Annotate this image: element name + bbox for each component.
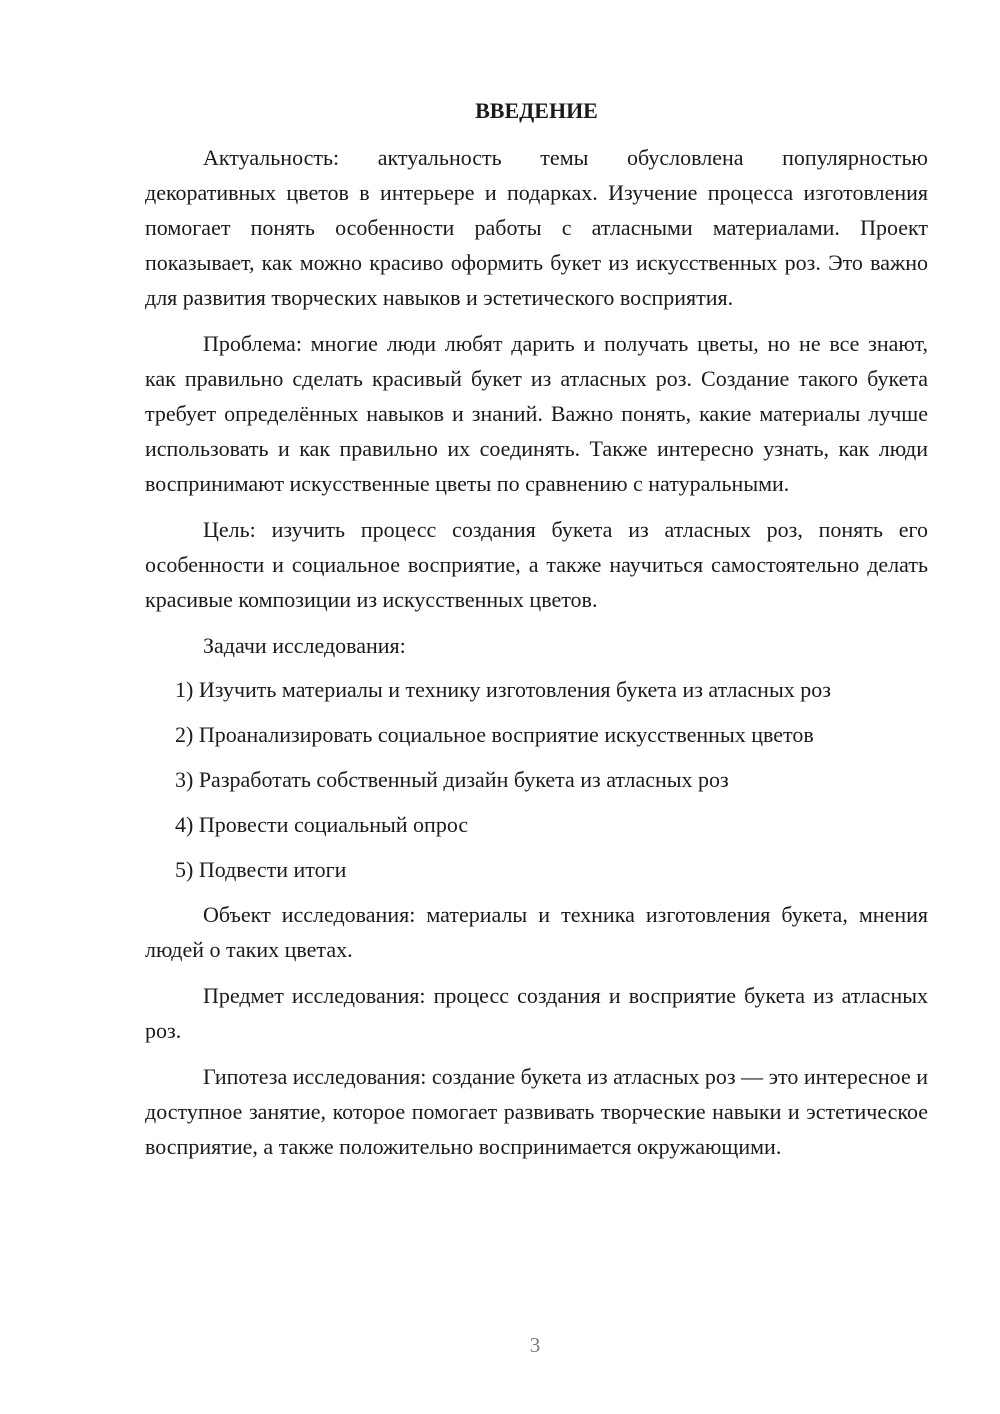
task-item: 1) Изучить материалы и технику изготовления букета из атласных роз	[175, 677, 831, 702]
task-item: 3) Разработать собственный дизайн букета из атласных роз	[175, 767, 729, 792]
task-item: 5) Подвести итоги	[175, 857, 347, 882]
paragraph-goal: Цель: изучить процесс создания букета из атласных роз, понять его особенности и социальное восприятие, а также научиться самостоятельно делать красивые композиции из искусственных цветов.	[145, 517, 928, 612]
task-item: 2) Проанализировать социальное восприятие искусственных цветов	[175, 722, 814, 747]
page-content	[145, 96, 928, 1175]
paragraph-hypothesis: Гипотеза исследования: создание букета из атласных роз — это интересное и доступное занятие, которое помогает развивать творческие навыки и эстетическое восприятие, а также положительно воспринимается окружающими.	[145, 1064, 928, 1159]
task-list	[145, 672, 928, 887]
section-heading: ВВЕДЕНИЕ	[475, 98, 598, 123]
paragraph-relevance: Актуальность: актуальность темы обусловлена популярностью декоративных цветов в интерьере и подарках. Изучение процесса изготовления помогает понять особенности работы с атласными материалами. Проект показывает, как можно красиво оформить букет из искусственных роз. Это важно для развития творческих навыков и эстетического восприятия.	[145, 145, 928, 310]
paragraph-object: Объект исследования: материалы и техника изготовления букета, мнения людей о таких цветах.	[145, 902, 928, 962]
task-item: 4) Провести социальный опрос	[175, 812, 469, 837]
paragraph-subject: Предмет исследования: процесс создания и восприятие букета из атласных роз.	[145, 983, 928, 1043]
page-number: 3	[529, 1333, 541, 1357]
tasks-heading: Задачи исследования:	[203, 633, 406, 658]
paragraph-problem: Проблема: многие люди любят дарить и получать цветы, но не все знают, как правильно сделать красивый букет из атласных роз. Создание такого букета требует определённых навыков и знаний. Важно понять, какие материалы лучше использовать и как правильно их соединять. Также интересно узнать, как люди воспринимают искусственные цветы по сравнению с натуральными.	[145, 331, 928, 496]
